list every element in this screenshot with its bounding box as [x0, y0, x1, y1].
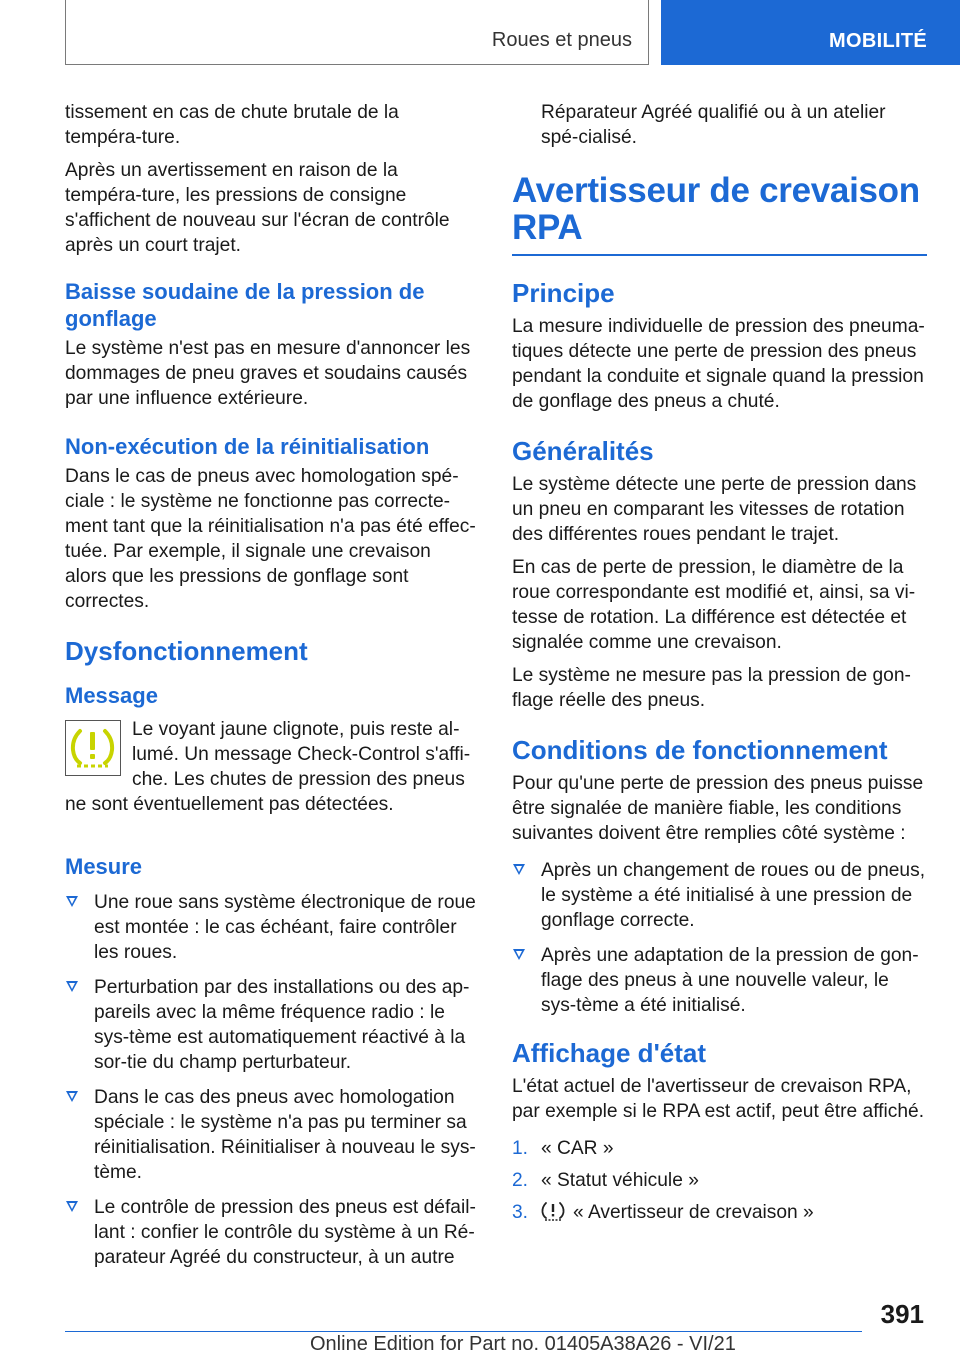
triangle-bullet-icon — [66, 1201, 78, 1212]
triangle-bullet-icon — [66, 896, 78, 907]
header-chapter-title: MOBILITÉ — [829, 30, 927, 52]
paragraph: La mesure individuelle de pression des pneuma-tiques détecte une perte de pression des pneus pendant la conduite et signale quand la pression de gonflage des pneus a chuté. — [512, 316, 925, 412]
header-chapter-tab — [661, 0, 960, 65]
heading-baisse: Baisse soudaine de la pression de gonflage — [65, 279, 425, 331]
right-column — [512, 100, 927, 1235]
paragraph: Dans le cas de pneus avec homologation spé-ciale : le système ne fonctionne pas correcte-ment tant que la réinitialisation n'a pas été effec-tuée. Par exemple, il signale une crevaison alors que les pressions de gonflage sont correctes. — [65, 466, 476, 612]
list-item: Dans le cas des pneus avec homologation spéciale : le système n'a pas pu terminer sa réinitialisation. Réinitialiser à nouveau le sys-tème. — [65, 1085, 477, 1185]
header-section-tab — [65, 0, 649, 65]
mesure-list — [65, 890, 477, 1270]
paragraph: Le système détecte une perte de pression dans un pneu en comparant les vitesses de rotation des différentes roues pendant le trajet. — [512, 474, 917, 545]
triangle-bullet-icon — [513, 864, 525, 875]
list-item: Une roue sans système électronique de roue est montée : le cas échéant, faire contrôler les roues. — [65, 890, 477, 965]
heading-generalites: Généralités — [512, 436, 654, 466]
paragraph: Pour qu'une perte de pression des pneus puisse être signalée de manière fiable, les conditions suivantes doivent être remplies côté système : — [512, 773, 924, 844]
header-section-title: Roues et pneus — [491, 29, 632, 51]
list-item: Perturbation par des installations ou des ap-pareils avec la même fréquence radio : le sys-tème est automatiquement réactivé à la sor-tie du champ perturbateur. — [65, 975, 477, 1075]
list-item: Après une adaptation de la pression de gon-flage des pneus à une nouvelle valeur, le sys-tème a été initialisé. — [512, 943, 927, 1018]
heading-affichage: Affichage d'état — [512, 1038, 706, 1068]
heading-non-execution: Non-exécution de la réinitialisation — [65, 434, 430, 459]
list-item: 2. « Statut véhicule » — [512, 1170, 699, 1191]
paragraph: Après un avertissement en raison de la tempéra-ture, les pressions de consigne s'affichent de nouveau sur l'écran de contrôle après un court trajet. — [65, 160, 450, 256]
paragraph: Le voyant jaune clignote, puis reste al-lumé. Un message Check-Control s'affi-che. Les chutes de pression des pneus ne sont éventuellement pas détectées. — [65, 719, 471, 815]
list-item: Le contrôle de pression des pneus est défail-lant : confier le contrôle du système à un Ré-parateur Agréé du constructeur, à un autre — [65, 1195, 477, 1270]
section-title: Avertisseur de crevaison RPA — [512, 172, 927, 256]
paragraph: L'état actuel de l'avertisseur de crevaison RPA, par exemple si le RPA est actif, peut être affiché. — [512, 1076, 925, 1122]
triangle-bullet-icon — [66, 981, 78, 992]
list-item: 1. « CAR » — [512, 1138, 614, 1159]
paragraph: Le système ne mesure pas la pression de gon-flage réelle des pneus. — [512, 665, 911, 711]
heading-dysfonctionnement: Dysfonctionnement — [65, 636, 308, 666]
message-block — [65, 717, 477, 825]
page-number: 391 — [880, 1299, 924, 1329]
tire-pressure-icon — [541, 1201, 565, 1228]
footer-edition: Online Edition for Part no. 01405A38A26 - VI/21 — [310, 1333, 736, 1355]
paragraph: Réparateur Agréé qualifié ou à un atelier spé-cialisé. — [541, 102, 886, 148]
triangle-bullet-icon — [513, 949, 525, 960]
steps-list — [512, 1136, 927, 1228]
heading-principe: Principe — [512, 278, 615, 308]
tire-pressure-warning-icon — [65, 720, 121, 776]
heading-message: Message — [65, 683, 158, 708]
list-item: 3. « Avertisseur de crevaison » — [512, 1200, 927, 1228]
conditions-list — [512, 858, 927, 1018]
paragraph: En cas de perte de pression, le diamètre de la roue correspondante est modifié et, ainsi, sa vi-tesse de rotation. La différence est détectée et signalée comme une crevaison. — [512, 557, 916, 653]
left-column — [65, 100, 477, 1280]
list-item: Après un changement de roues ou de pneus, le système a été initialisé à une pression de gonflage correcte. — [512, 858, 927, 933]
paragraph: Le système n'est pas en mesure d'annoncer les dommages de pneu graves et soudains causés par une influence extérieure. — [65, 338, 471, 409]
footer-divider — [65, 1331, 862, 1332]
paragraph: tissement en cas de chute brutale de la tempéra-ture. — [65, 102, 399, 148]
triangle-bullet-icon — [66, 1091, 78, 1102]
heading-mesure: Mesure — [65, 854, 143, 879]
heading-conditions: Conditions de fonctionnement — [512, 735, 888, 765]
